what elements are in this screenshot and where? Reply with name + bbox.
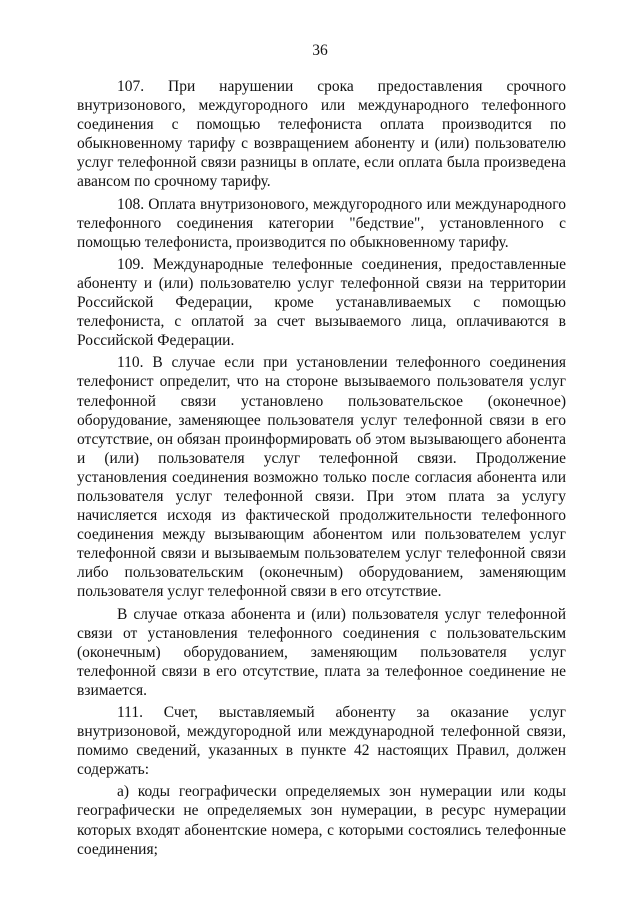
paragraph-108: 108. Оплата внутризонового, междугородного или международного телефонного соединения категории "бедствие", установленного с помощью телефониста, производится по обыкновенному тарифу. [77,195,566,251]
paragraph-110: 110. В случае если при установлении телефонного соединения телефонист определит, что на стороне вызываемого пользователя услуг телефонной связи установлено пользовательское (оконечное) оборудование, заменяющее пользователя услуг телефонной связи в его отсутствие, он обязан проинформировать об этом вызывающего абонента и (или) пользователя услуг телефонной связи. Продолжение установления соединения возможно только после согласия абонента или пользователя услуг телефонной связи. При этом плата за услугу начисляется исходя из фактической продолжительности телефонного соединения между вызывающим абонентом или пользователем услуг телефонной связи и вызываемым пользователем услуг телефонной связи либо пользовательским (оконечным) оборудованием, заменяющим пользователя услуг телефонной связи в его отсутствие. [77,354,566,601]
paragraph-109: 109. Международные телефонные соединения, предоставленные абоненту и (или) пользователю услуг телефонной связи на территории Российской Федерации, кроме устанавливаемых с помощью телефониста, с оплатой за счет вызываемого лица, оплачиваются в Российской Федерации. [77,255,566,350]
document-body [77,77,566,859]
paragraph-111-item-a: а) коды географически определяемых зон нумерации или коды географически не определяемых зон нумерации, в ресурс нумерации которых входят абонентские номера, с которыми состоялись телефонные соединения; [77,783,566,858]
paragraph-111: 111. Счет, выставляемый абоненту за оказание услуг внутризоновой, междугородной или международной телефонной связи, помимо сведений, указанных в пункте 42 настоящих Правил, должен содержать: [77,704,566,779]
page-number: 36 [312,42,328,59]
paragraph-110-continued: В случае отказа абонента и (или) пользователя услуг телефонной связи от установления телефонного соединения с пользовательским (оконечным) оборудованием, заменяющим пользователя услуг телефонной связи в его отсутствие, плата за телефонное соединение не взимается. [77,605,566,699]
paragraph-107: 107. При нарушении срока предоставления срочного внутризонового, междугородного или международного телефонного соединения с помощью телефониста оплата производится по обыкновенному тарифу с возвращением абоненту и (или) пользователю услуг телефонной связи разницы в оплате, если оплата была произведена авансом по срочному тарифу. [77,78,566,191]
